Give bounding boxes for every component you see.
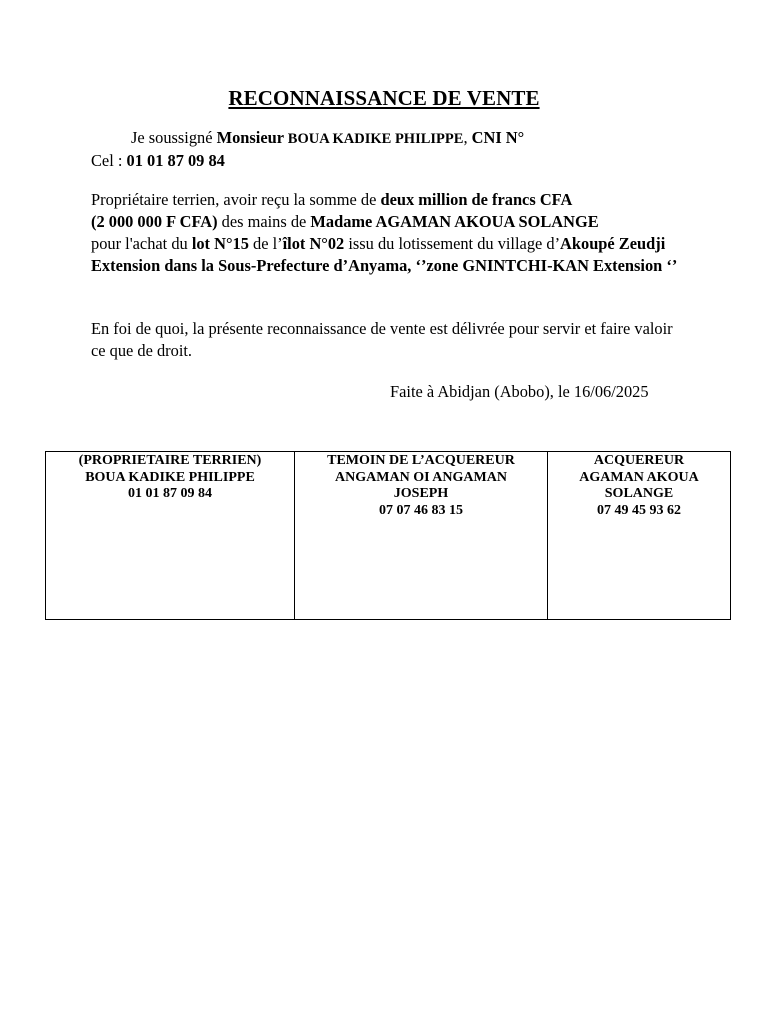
paragraph-sale-details: Propriétaire terrien, avoir reçu la somme de deux million de francs CFA (2 000 000 F CFA) des mains de Madame AGAMAN AKOUA SOLANGE pour l'achat du lot N°15 de l’îlot N°02 issu du lotissement du village d’Akoupé Zeudji Extension dans la Sous-Prefecture d’Anyama, ‘’zone GNINTCHI-KAN Extension ‘’ xyxy=(91,190,678,275)
lot-number: lot N°15 xyxy=(191,234,249,253)
text: Je soussigné xyxy=(131,128,217,147)
paragraph-seller-identity: Je soussigné Monsieur BOUA KADIKE PHILIPPE, CNI N° Cel : 01 01 87 09 84 xyxy=(91,128,525,170)
amount-figures: (2 000 000 F CFA) xyxy=(91,212,218,231)
signer-name-continued: SOLANGE xyxy=(604,486,674,501)
signer-name: AGAMAN AKOUA xyxy=(579,469,699,485)
location: Akoupé Zeudji Extension dans la Sous-Prefecture d’Anyama, ‘’zone GNINTCHI-KAN Extension ‘’ xyxy=(91,234,678,275)
ilot-number: îlot N°02 xyxy=(282,234,345,253)
signature-row xyxy=(46,452,731,620)
signature-cell-witness xyxy=(295,452,548,620)
signer-name-continued: JOSEPH xyxy=(393,486,449,501)
seller-name: BOUA KADIKE PHILIPPE xyxy=(287,131,464,147)
role-label: TEMOIN DE L’ACQUEREUR xyxy=(327,453,515,468)
role-label: (PROPRIETAIRE TERRIEN) xyxy=(78,453,262,468)
buyer-name: Madame AGAMAN AKOUA SOLANGE xyxy=(310,212,599,231)
signer-phone: 07 49 45 93 62 xyxy=(597,502,681,518)
place-and-date: Faite à Abidjan (Abobo), le 16/06/2025 xyxy=(390,382,649,401)
signer-phone: 01 01 87 09 84 xyxy=(128,486,212,501)
paragraph-closing: En foi de quoi, la présente reconnaissance de vente est délivrée pour servir et faire valoir ce que de droit. xyxy=(91,319,673,360)
signer-name: ANGAMAN OI ANGAMAN xyxy=(335,469,507,485)
title-monsieur: Monsieur xyxy=(216,128,288,147)
signature-cell-owner xyxy=(46,452,295,620)
seller-phone: 01 01 87 09 84 xyxy=(126,151,225,170)
phone-label: Cel : xyxy=(91,151,127,170)
signer-name: BOUA KADIKE PHILIPPE xyxy=(85,469,255,485)
signature-cell-buyer xyxy=(548,452,731,620)
signature-table xyxy=(45,451,731,620)
cni-label: CNI N° xyxy=(471,128,525,147)
role-label: ACQUEREUR xyxy=(593,453,685,468)
amount-words: deux million de francs CFA xyxy=(380,190,573,209)
signer-phone: 07 07 46 83 15 xyxy=(379,502,463,518)
document-title: RECONNAISSANCE DE VENTE xyxy=(228,86,540,110)
